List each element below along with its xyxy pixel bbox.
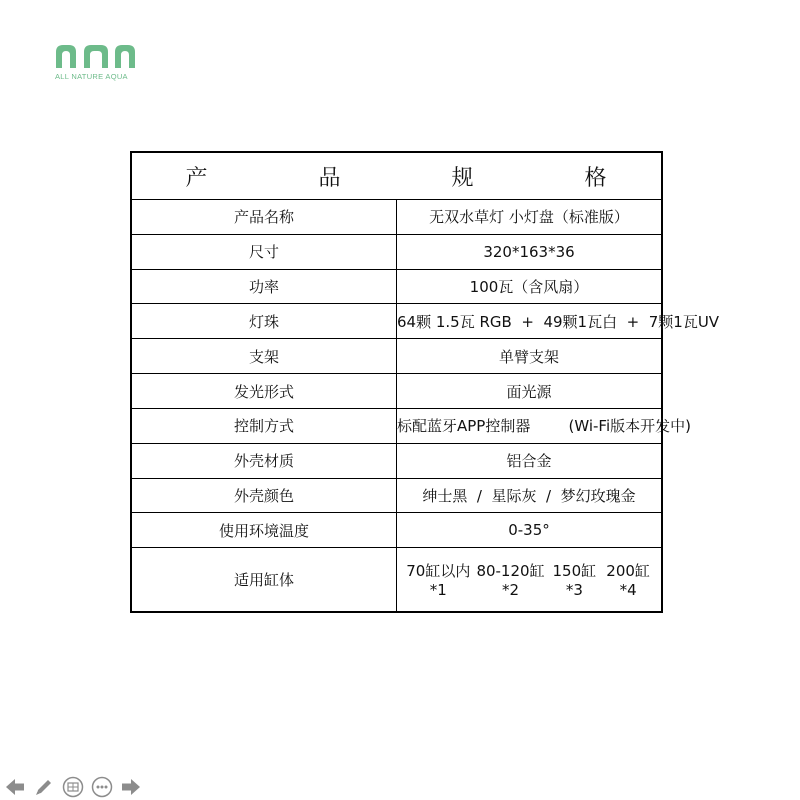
table-row — [131, 478, 662, 513]
spec-table — [130, 151, 720, 613]
table-row — [131, 234, 662, 269]
row-label-leds: 灯珠 — [131, 304, 397, 339]
tank-size-3: 150缸 *3 — [552, 562, 597, 600]
table-row — [131, 304, 662, 339]
row-label-emission: 发光形式 — [131, 374, 397, 409]
row-label-name: 产品名称 — [131, 200, 397, 235]
row-value-tank — [397, 548, 663, 612]
presentation-toolbar — [4, 776, 142, 798]
row-value-emission: 面光源 — [397, 374, 663, 409]
tank-size-2: 80-120缸 *2 — [476, 562, 545, 600]
row-value-name: 无双水草灯 小灯盘（标准版） — [397, 200, 663, 235]
logo-mark — [55, 44, 137, 68]
brand-logo — [55, 44, 145, 84]
row-label-power: 功率 — [131, 269, 397, 304]
next-arrow-icon[interactable] — [120, 776, 142, 798]
row-label-material: 外壳材质 — [131, 443, 397, 478]
table-row — [131, 443, 662, 478]
row-label-tank: 适用缸体 — [131, 548, 397, 612]
table-row — [131, 339, 662, 374]
prev-arrow-icon[interactable] — [4, 776, 26, 798]
table-row — [131, 374, 662, 409]
row-value-control: 标配蓝牙APP控制器 (Wi-Fi版本开发中) — [397, 408, 663, 443]
row-value-bracket: 单臂支架 — [397, 339, 663, 374]
row-value-leds: 64颗 1.5瓦 RGB + 49颗1瓦白 + 7颗1瓦UV — [397, 304, 663, 339]
row-value-color: 绅士黑 / 星际灰 / 梦幻玫瑰金 — [397, 478, 663, 513]
row-label-temperature: 使用环境温度 — [131, 513, 397, 548]
pen-icon[interactable] — [33, 776, 55, 798]
tank-size-1: 70缸以内 *1 — [406, 562, 471, 600]
logo-text: ALL NATURE AQUA — [55, 72, 128, 81]
table-row — [131, 269, 662, 304]
row-value-temperature: 0-35° — [397, 513, 663, 548]
row-value-size: 320*163*36 — [397, 234, 663, 269]
row-value-power: 100瓦（含风扇） — [397, 269, 663, 304]
slide-grid-icon[interactable] — [62, 776, 84, 798]
row-label-control: 控制方式 — [131, 408, 397, 443]
table-row — [131, 513, 662, 548]
tank-size-4: 200缸 *4 — [606, 562, 650, 600]
row-label-bracket: 支架 — [131, 339, 397, 374]
table-row — [131, 200, 662, 235]
table-row — [131, 548, 662, 612]
more-options-icon[interactable] — [91, 776, 113, 798]
table-row — [131, 408, 662, 443]
row-label-color: 外壳颜色 — [131, 478, 397, 513]
table-title: 产 品 规 格 — [131, 152, 662, 200]
row-value-material: 铝合金 — [397, 443, 663, 478]
row-label-size: 尺寸 — [131, 234, 397, 269]
